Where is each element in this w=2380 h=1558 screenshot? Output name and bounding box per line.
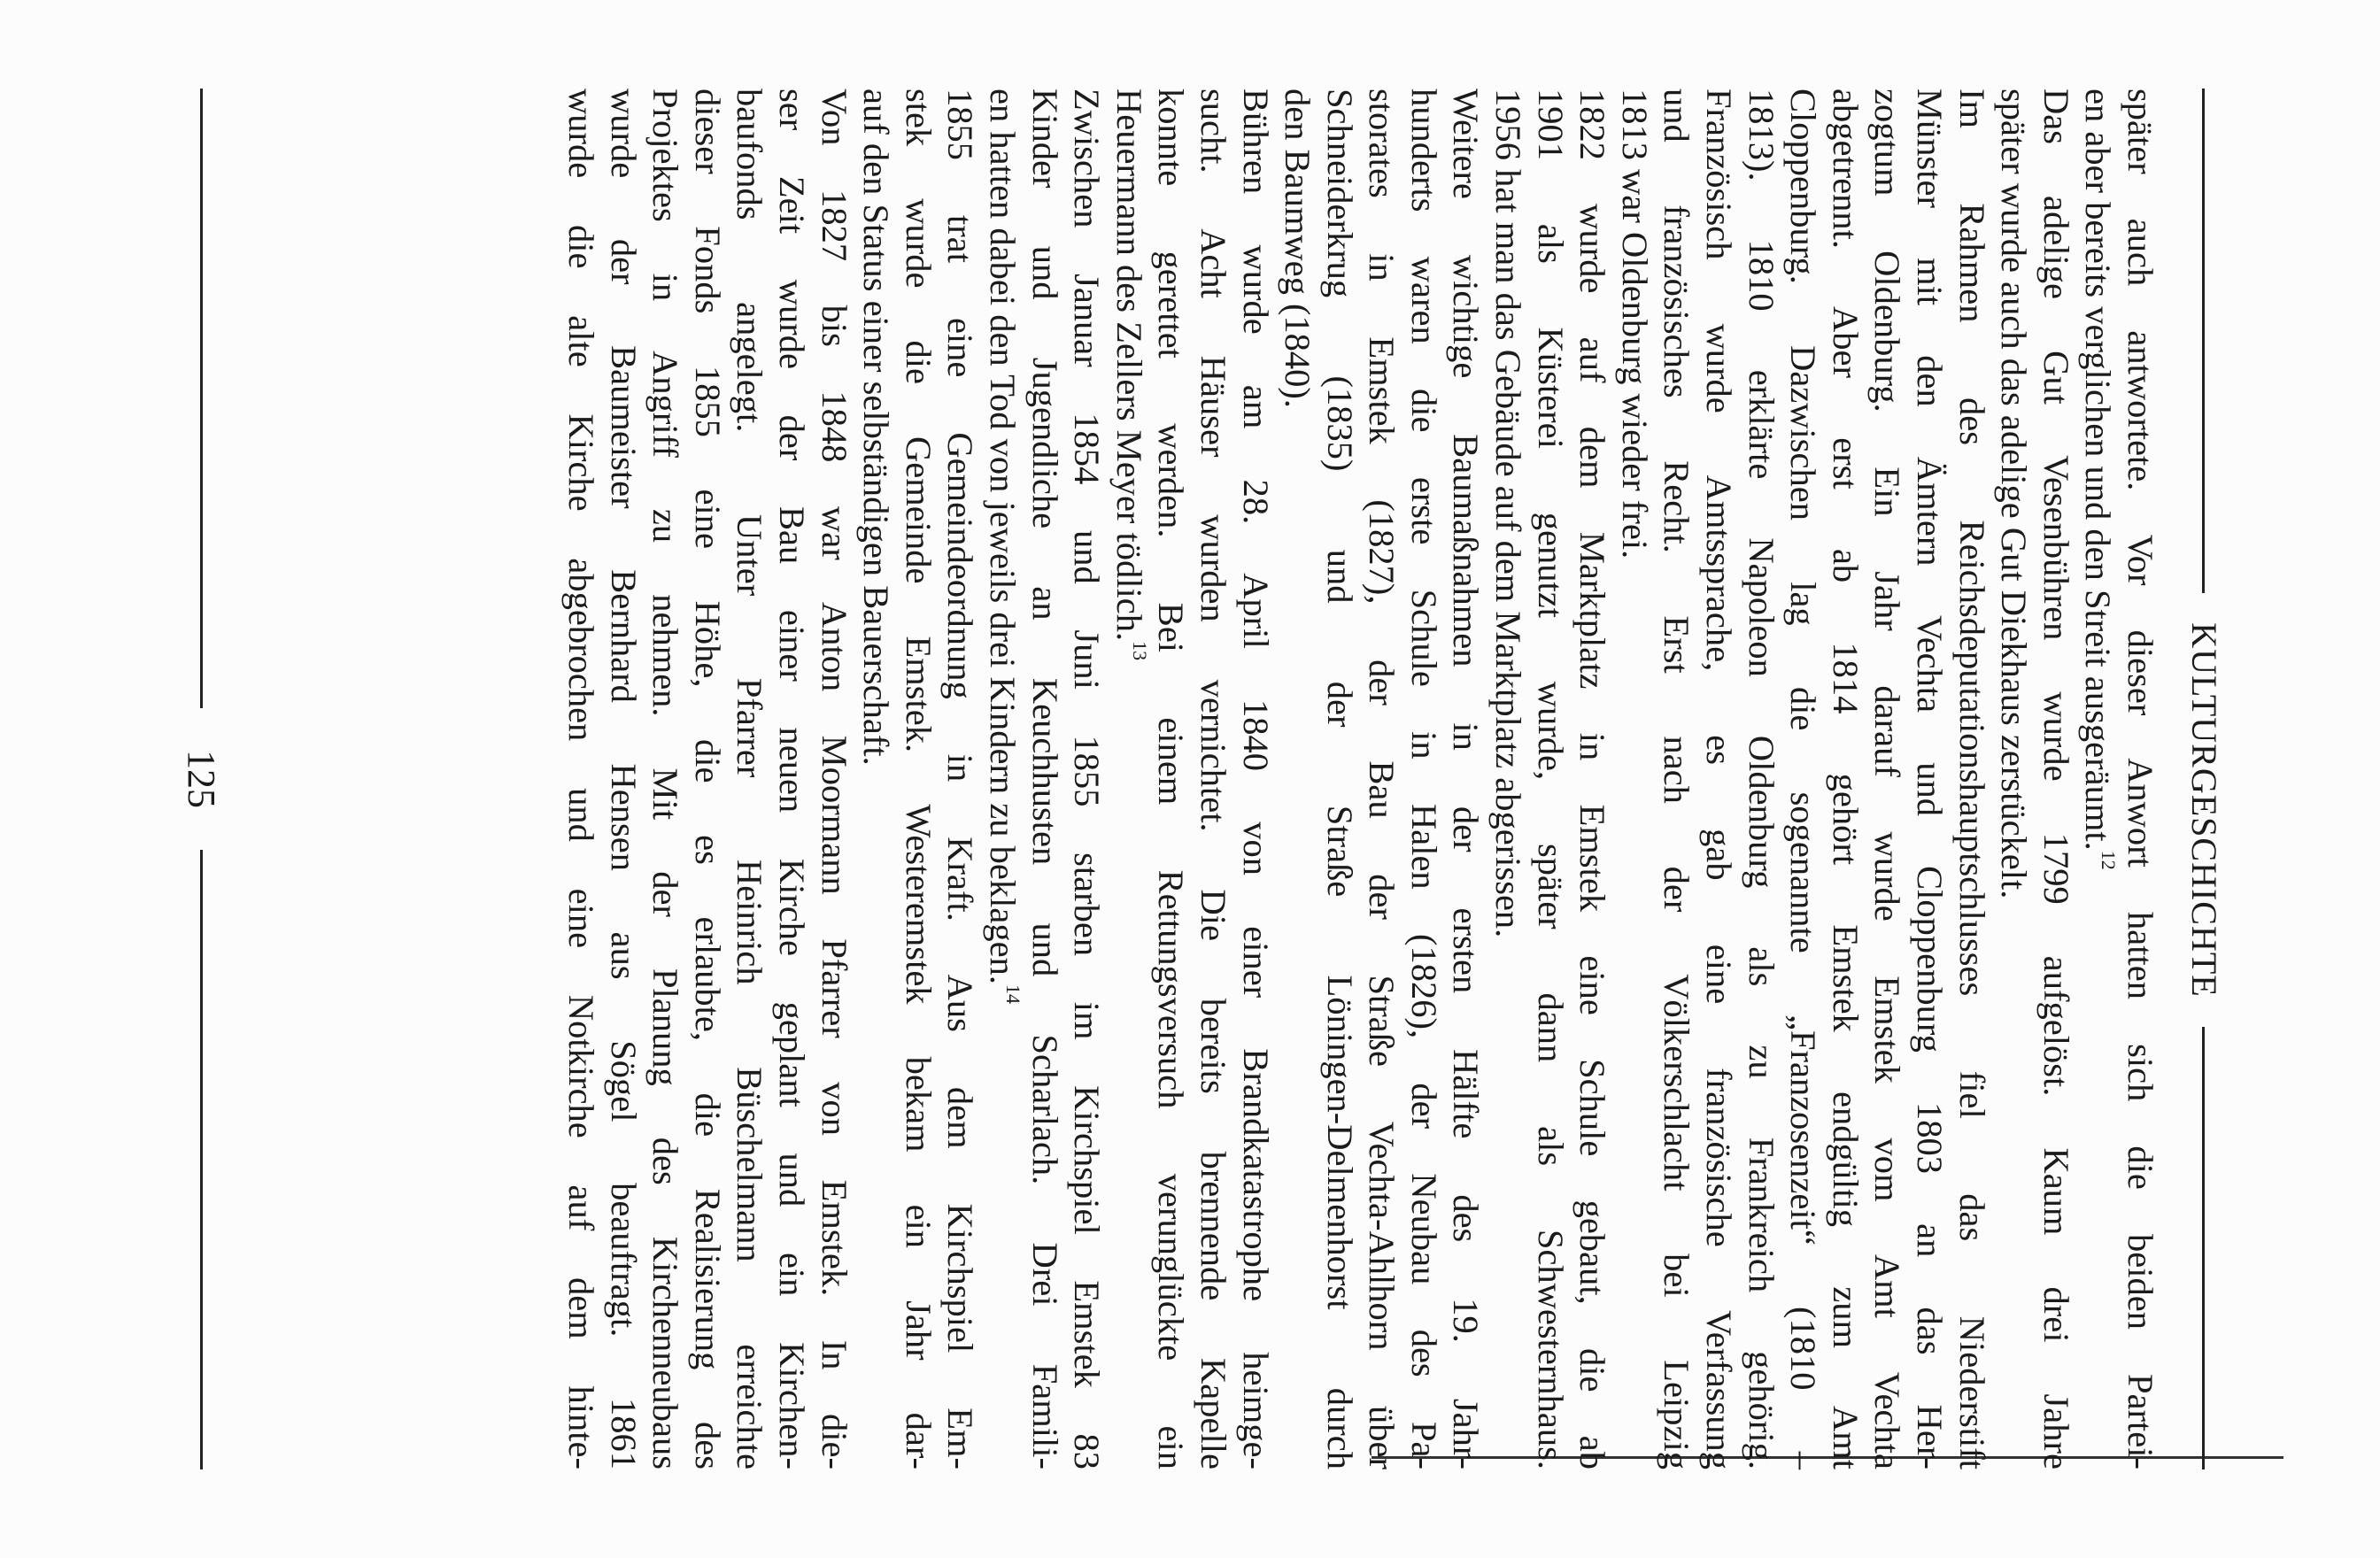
body-text <box>560 89 2161 1469</box>
text-line <box>1150 89 1193 1469</box>
text-line <box>981 89 1024 1469</box>
text-line <box>2035 89 2077 1469</box>
text-line-content: 1956 hat man das Gebäude auf dem Marktplatz abgerissen. <box>1488 89 1529 938</box>
text-line-content: Französisch wurde Amtssprache, es gab eine französische Verfassung <box>1699 89 1740 1469</box>
text-line <box>1488 89 1530 1469</box>
text-line <box>1234 89 1277 1469</box>
text-line-content: stek wurde die Gemeinde Emstek. Westeremstek bekam ein Jahr dar- <box>898 89 939 1469</box>
text-line-content: später auch antwortete. Vor dieser Anwort hatten sich die beiden Partei- <box>2121 89 2160 1469</box>
text-line-content: Münster mit den Ämtern Vechta und Cloppenburg 1803 an das Her- <box>1910 89 1951 1469</box>
text-line <box>1740 89 1782 1469</box>
text-line-content: 1822 wurde auf dem Marktplatz in Emstek eine Schule gebaut, die ab <box>1572 89 1613 1469</box>
text-line-content: hunderts waren die erste Schule in Halen (1826), der Neubau des Pa- <box>1403 89 1444 1469</box>
text-line <box>1529 89 1572 1469</box>
text-line-content: en aber bereits verglichen und den Streit ausgeräumt. <box>2078 89 2119 851</box>
text-line <box>1866 89 1909 1469</box>
text-line-content: konnte gerettet werden. Bei einem Rettungsversuch verunglückte ein <box>1151 89 1192 1469</box>
header-title: KULTURGESCHICHTE <box>2184 622 2224 998</box>
text-line-content: Das adelige Gut Vesenbühren wurde 1799 aufgelöst. Kaum drei Jahre <box>2036 89 2076 1469</box>
text-line <box>1782 89 1825 1469</box>
page-footer <box>176 89 229 1469</box>
text-line <box>1572 89 1614 1469</box>
text-line <box>1613 89 1656 1469</box>
text-line <box>2077 89 2120 1469</box>
text-line-content: wurde der Baumeister Bernhard Hensen aus Sögel beauftragt. 1861 <box>603 89 644 1469</box>
text-line <box>1277 89 1319 1469</box>
text-line-content: den Baumweg (1840). <box>1278 89 1318 409</box>
text-line-content: en hatten dabei den Tod von jeweils drei Kindern zu beklagen. <box>982 89 1023 984</box>
text-line-content: ser Zeit wurde der Bau einer neuen Kirche geplant und ein Kirchen- <box>772 89 812 1469</box>
text-line-content: Schneiderkrug (1835) und der Straße Löningen-Delmenhorst durch <box>1319 89 1360 1469</box>
text-line <box>560 89 602 1469</box>
text-line <box>686 89 729 1469</box>
text-line-content: 1901 als Küsterei genutzt wurde, später dann als Schwesternhaus. <box>1530 89 1571 1469</box>
text-line-content: Bühren wurde am 28. April 1840 von einer Brandkatastrophe heimge- <box>1235 89 1276 1469</box>
text-line <box>770 89 813 1469</box>
text-line <box>1402 89 1445 1469</box>
text-line <box>855 89 898 1469</box>
footnote-marker: 13 <box>1128 641 1151 661</box>
footnote-marker: 12 <box>2098 850 2121 870</box>
footer-rule-right <box>200 850 203 1469</box>
text-line <box>645 89 687 1469</box>
text-line-content: Zwischen Januar 1854 und Juni 1855 starben im Kirchspiel Emstek 83 <box>1067 89 1108 1469</box>
text-line-content: und französisches Recht. Erst nach der Völkerschlacht bei Leipzig <box>1657 89 1697 1469</box>
header-rule-right <box>2202 1027 2205 1469</box>
text-line-content: zogtum Oldenburg. Ein Jahr darauf wurde Emstek vom Amt Vechta <box>1867 89 1908 1469</box>
text-line <box>1361 89 1403 1469</box>
text-line-content: Projektes in Angriff zu nehmen. Mit der Planung des Kirchenneubaus <box>645 89 686 1469</box>
footnote-marker: 14 <box>1001 983 1024 1004</box>
text-line-content: Cloppenburg. Dazwischen lag die sogenannte „Franzosenzeit“ (1810 – <box>1783 89 1824 1469</box>
text-line-content: baufonds angelegt. Unter Pfarrer Heinrich Büschelmann erreichte <box>730 89 770 1469</box>
text-line <box>729 89 771 1469</box>
text-line <box>1318 89 1361 1469</box>
text-line <box>2119 89 2161 1469</box>
text-line <box>1951 89 1993 1469</box>
text-line-content: Heuermann des Zellers Meyer tödlich. <box>1109 89 1149 642</box>
text-line-content: Kinder und Jugendliche an Keuchhusten und Scharlach. Drei Famili- <box>1024 89 1065 1469</box>
text-line-content: 1813 war Oldenburg wieder frei. <box>1614 89 1655 559</box>
text-line-content: später wurde auch das adelige Gut Diekhaus zerstückelt. <box>1994 89 2035 899</box>
header-rule-left <box>2202 89 2205 593</box>
text-line-content: 1813). 1810 erklärte Napoleon Oldenburg als zu Frankreich gehörig. <box>1741 89 1781 1469</box>
rotated-book-page <box>150 89 2230 1469</box>
text-line <box>897 89 939 1469</box>
text-line-content: wurde die alte Kirche abgebrochen und eine Notkirche auf dem hinte- <box>561 89 602 1469</box>
text-line-content: Weitere wichtige Baumaßnahmen in der ersten Hälfte des 19. Jahr- <box>1446 89 1487 1469</box>
text-line-content: Von 1827 bis 1848 war Anton Moormann Pfarrer von Emstek. In die- <box>814 89 854 1469</box>
text-line <box>1024 89 1066 1469</box>
text-line-content: storates in Emstek (1827), der Bau der Straße Vechta-Ahlhorn über <box>1362 89 1402 1469</box>
text-line <box>1108 89 1150 1469</box>
text-line <box>1824 89 1866 1469</box>
text-line <box>939 89 982 1469</box>
text-line <box>1192 89 1234 1469</box>
text-line-content: sucht. Acht Häuser wurden vernichtet. Die bereits brennende Kapelle <box>1193 89 1233 1469</box>
text-line-content: abgetrennt. Aber erst ab 1814 gehört Emstek endgültig zum Amt <box>1825 89 1866 1469</box>
text-line <box>1656 89 1698 1469</box>
text-line <box>813 89 855 1469</box>
running-header <box>2177 89 2230 1469</box>
page-number: 125 <box>180 750 223 808</box>
text-line <box>1066 89 1109 1469</box>
text-line <box>1993 89 2036 1469</box>
text-line <box>1697 89 1740 1469</box>
text-line-content: Im Rahmen des Reichsdeputationshauptschlusses fiel das Niederstift <box>1951 89 1992 1469</box>
text-line-content: 1855 trat eine Gemeindeordnung in Kraft. Aus dem Kirchspiel Em- <box>940 89 981 1469</box>
text-line-content: auf den Status einer selbständigen Bauerschaft. <box>856 89 897 766</box>
footer-rule-left <box>200 89 203 708</box>
text-line <box>1445 89 1488 1469</box>
text-line <box>602 89 645 1469</box>
text-line-content: dieser Fonds 1855 eine Höhe, die es erlaubte, die Realisierung des <box>687 89 728 1469</box>
text-line <box>1908 89 1951 1469</box>
